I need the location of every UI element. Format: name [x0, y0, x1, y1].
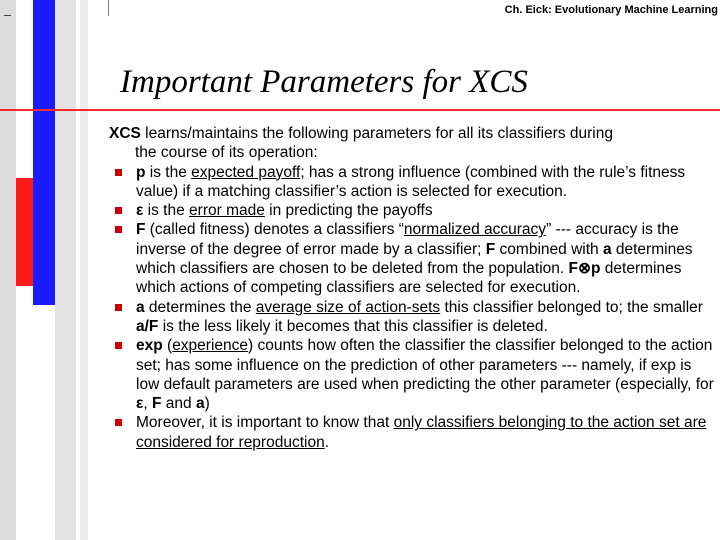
bullet-text: . [324, 433, 330, 451]
bullet-text: determines the [144, 298, 256, 316]
thin-gray-band [80, 0, 88, 540]
term-F: F [136, 221, 146, 239]
term-bold: a/F [136, 317, 159, 335]
bullet-text: ( [162, 337, 173, 355]
bullet-text: , [143, 395, 152, 413]
term-underlined: normalized accuracy [403, 221, 547, 239]
term-underlined: only classifiers belonging to the action set are considered for reproduction [136, 414, 707, 451]
header-divider [108, 0, 109, 16]
red-accent-bar [16, 178, 33, 286]
bullet-item-fitness [109, 220, 717, 297]
term-exp: exp [136, 337, 163, 355]
gray-band [55, 0, 76, 540]
bullet-text: ) [204, 395, 210, 413]
bullet-item-epsilon [109, 201, 717, 220]
term-a: a [136, 298, 145, 316]
slide-title: Important Parameters for XCS [120, 64, 528, 100]
square-bullet-icon [115, 207, 122, 214]
bullet-text: ) counts how often the classifier the classifier belonged to the action set; has some influence on the prediction of other parameters --- namely, if exp is low default parameters are used when predicting the other parameter (especially, for [136, 337, 714, 393]
bullet-text: is the [143, 202, 190, 220]
square-bullet-icon [115, 226, 122, 233]
title-underline-rule [0, 109, 720, 111]
term-bold: ε [136, 395, 144, 413]
square-bullet-icon [115, 304, 122, 311]
term-bold: F [485, 240, 496, 258]
bullet-text: (called fitness) denotes a classifiers “ [145, 221, 404, 239]
term-underlined: error made [189, 202, 265, 220]
bullet-text: in predicting the payoffs [264, 202, 433, 220]
square-bullet-icon [115, 169, 122, 176]
bullet-text: this classifier belonged to; the smaller [440, 298, 703, 316]
bullet-text: determines which actions of competing classifiers are selected for execution. [136, 260, 682, 297]
bullet-text: is the [145, 163, 192, 181]
term-bold: F⊗p [568, 260, 601, 278]
bullet-text: and [161, 395, 196, 413]
intro-paragraph [109, 124, 717, 163]
term-underlined: experience [172, 337, 249, 355]
bullet-list [109, 163, 717, 452]
term-bold: a [602, 240, 612, 258]
corner-tick [4, 15, 11, 16]
term-bold: a [195, 395, 205, 413]
bullet-item-a [109, 298, 717, 337]
intro-bold-lead: XCS [109, 125, 141, 142]
bullet-text: ” --- accuracy is the inverse of the degree of error made by a classifier; [136, 221, 679, 258]
left-gray-band [0, 0, 16, 540]
bullet-text: is the less likely it becomes that this classifier is deleted. [158, 317, 548, 335]
bullet-text: ; has a strong influence (combined with the rule’s fitness value) if a matching classifier’s action is selected for execution. [136, 163, 686, 200]
term-underlined: average size of action-sets [255, 298, 441, 316]
term-underlined: expected payoff [191, 163, 301, 181]
square-bullet-icon [115, 419, 122, 426]
bullet-item-p [109, 163, 717, 202]
intro-text-b: the course of its operation: [135, 144, 318, 162]
bullet-text: combined with [495, 240, 603, 258]
term-bold: F [151, 395, 162, 413]
bullet-item-exp [109, 336, 717, 413]
square-bullet-icon [115, 342, 122, 349]
bullet-item-reproduction [109, 413, 717, 452]
term-epsilon: ε [136, 202, 144, 220]
course-header: Ch. Eick: Evolutionary Machine Learning [504, 4, 718, 16]
bullet-text: determines which classifiers are chosen to be deleted from the population. [136, 240, 693, 278]
intro-text-a: learns/maintains the following parameters for all its classifiers during [140, 125, 613, 142]
blue-accent-bar [33, 0, 55, 305]
bullet-text: Moreover, it is important to know that [136, 414, 394, 432]
slide-body [109, 124, 717, 452]
term-p: p [136, 163, 146, 181]
